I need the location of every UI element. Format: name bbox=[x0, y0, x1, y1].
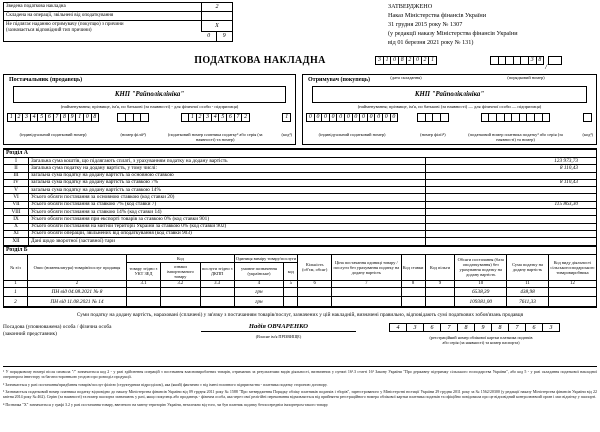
buyer-branch-caption: (номер філії²) bbox=[420, 132, 446, 137]
section-a-row-label: Дані щодо зворотної (заставної) тари bbox=[29, 238, 426, 245]
buyer-ipn-cell: 0 bbox=[321, 113, 330, 122]
column-number-cell: 7 bbox=[332, 280, 402, 287]
buyer-ipn-cell: 0 bbox=[314, 113, 323, 122]
column-number-cell: 5 bbox=[284, 280, 298, 287]
signature-zone bbox=[3, 321, 597, 354]
row-vat: 438,98 bbox=[507, 287, 549, 297]
buyer-ipn-field bbox=[306, 113, 398, 143]
supplier-name-caption: (найменування; прізвище, ім'я, по батькові (за наявності) - для фізичної особи - підприємця) bbox=[60, 104, 239, 109]
row-qty bbox=[298, 297, 332, 307]
buyer-box bbox=[302, 74, 597, 145]
flag-row-consolidated bbox=[4, 3, 232, 12]
section-a-row-label: Усього обсяги постачання за основною ставкою (код ставки 20) bbox=[29, 194, 426, 201]
supplier-taxnum-caption: (податковий номер платника податку³ або серія (за наявності) та номер) bbox=[167, 132, 263, 143]
supplier-taxnum-cell: 2 bbox=[241, 113, 250, 122]
flag-label: Складена на операції, звільнені від оподаткування bbox=[6, 13, 114, 18]
buyer-ipn-cell: 0 bbox=[344, 113, 353, 122]
row-benefit bbox=[425, 287, 455, 297]
exempt-mark-cell bbox=[201, 12, 232, 20]
supplier-ipn-cell: 5 bbox=[37, 113, 46, 122]
table-row bbox=[4, 297, 597, 307]
table-row bbox=[4, 287, 597, 297]
col-header-unit-name: умовне позначення (українське) bbox=[234, 262, 284, 280]
approved-block bbox=[388, 3, 598, 48]
supplier-branch-cell bbox=[140, 113, 149, 122]
date-digit-cell: 8 bbox=[398, 56, 407, 65]
section-a-row-value bbox=[426, 216, 597, 223]
section-a-row bbox=[4, 172, 597, 179]
section-a-row-num: IX bbox=[4, 216, 29, 223]
buyer-name: КНП "Райполіклініка" bbox=[312, 86, 587, 103]
supplier-code-cell: 1 bbox=[282, 113, 291, 122]
reason-type-cell: 0 bbox=[201, 32, 217, 41]
col-header-rate-code: Код ставки bbox=[401, 254, 425, 280]
buyer-ipn-cell: 0 bbox=[306, 113, 315, 122]
section-a-row bbox=[4, 238, 597, 245]
col-header-code-group: Код bbox=[127, 254, 235, 262]
supplier-ipn-cell: 1 bbox=[7, 113, 16, 122]
section-a-row bbox=[4, 201, 597, 208]
supplier-ipn-cells bbox=[7, 113, 99, 130]
section-a-row-num: IV bbox=[4, 179, 29, 186]
supplier-taxnum-cell: 1 bbox=[188, 113, 197, 122]
section-a-row bbox=[4, 209, 597, 216]
section-b-header-row1 bbox=[4, 254, 597, 262]
row-volume: 6538,39 bbox=[455, 287, 507, 297]
vat-declaration-text: Суми податку на додану вартість, нараховані (сплачені) у зв'язку з постачанням товарів/послуг, зазначених у цій накладній, визначені правильно, відповідають сумі податкових зобов'язань продавця bbox=[76, 311, 524, 318]
flag-label bbox=[4, 21, 201, 41]
date-cells bbox=[375, 56, 437, 73]
row-num: 1 bbox=[4, 287, 28, 297]
serial-slash: / bbox=[545, 63, 548, 71]
buyer-ipn-cell: 0 bbox=[367, 113, 376, 122]
section-a-row-value bbox=[426, 194, 597, 201]
col-header-code-import: ознаки імпортованого товару bbox=[160, 262, 200, 280]
col-header-qty: Кількість (об'єм, обсяг) bbox=[298, 254, 332, 280]
supplier-taxnum-cell: 7 bbox=[234, 113, 243, 122]
signer-name: Надія ОВЧАРЕНКО bbox=[201, 323, 356, 332]
column-number-cell: 3.2 bbox=[160, 280, 200, 287]
column-number-cell: 9 bbox=[425, 280, 455, 287]
supplier-ipn-cell: 7 bbox=[53, 113, 62, 122]
reg-number-cell: 6 bbox=[525, 323, 543, 333]
supplier-ipn-cell: 8 bbox=[60, 113, 69, 122]
supplier-name: КНП "Райполіклініка" bbox=[13, 86, 286, 103]
reg-number-cell: 3 bbox=[542, 323, 560, 333]
reg-number-cell: 7 bbox=[508, 323, 526, 333]
reg-number-cell: 9 bbox=[474, 323, 492, 333]
reg-number-cell: 6 bbox=[423, 323, 441, 333]
consolidated-code-cell: 2 bbox=[201, 3, 232, 11]
section-a-row-label: загальна сума податку на додану вартість за ставкою 7% bbox=[29, 179, 426, 186]
date-digit-cell: 0 bbox=[390, 56, 399, 65]
row-import bbox=[160, 287, 200, 297]
approved-line: від 01 березня 2021 року № 131) bbox=[388, 38, 474, 46]
buyer-ipn-cell: 0 bbox=[329, 113, 338, 122]
col-header-unit-group: Одиниця виміру товару/послуги bbox=[235, 255, 297, 261]
reg-number-cell: 8 bbox=[491, 323, 509, 333]
column-number-cell: 1 bbox=[4, 280, 28, 287]
supplier-box bbox=[3, 74, 296, 145]
buyer-branch-cell bbox=[440, 113, 449, 122]
supplier-ipn-field bbox=[7, 113, 99, 143]
column-number-cell: 11 bbox=[507, 280, 549, 287]
supplier-ipn-cell: 1 bbox=[75, 113, 84, 122]
section-a-row-num: X bbox=[4, 223, 29, 230]
section-a-row-num: VIII bbox=[4, 209, 29, 216]
section-a-row-value bbox=[426, 187, 597, 194]
section-a-row-value: 8 110,43 bbox=[426, 165, 597, 172]
row-desc: ПН від 11.08.2021 № 14 bbox=[27, 297, 126, 307]
section-b-title: Розділ Б bbox=[4, 246, 597, 254]
flag-row-not-issued bbox=[4, 21, 232, 41]
signer-name-caption: (Власне ім'я ПРІЗВИЩЕ) bbox=[255, 333, 302, 339]
col-header-volume: Обсяги постачання (база оподаткування) без урахування податку на додану вартість bbox=[455, 254, 507, 280]
approved-line: Наказ Міністерства фінансів України bbox=[388, 11, 487, 19]
row-unit-code bbox=[284, 297, 298, 307]
section-a-row-num: XI bbox=[4, 230, 29, 237]
date-digit-cell: 1 bbox=[428, 56, 437, 65]
reason-type-cell: 9 bbox=[216, 32, 233, 41]
column-number-cell: 10 bbox=[455, 280, 507, 287]
col-header-benefit-code: Код пільги bbox=[425, 254, 455, 280]
row-desc: ПН від 04.08.2021 № 8 bbox=[27, 287, 126, 297]
column-number-cell: 3.3 bbox=[200, 280, 234, 287]
reason-type-code-cells bbox=[202, 31, 232, 41]
buyer-branch-cells bbox=[417, 113, 448, 130]
serial-cells bbox=[490, 56, 544, 73]
date-digit-cell: 2 bbox=[406, 56, 415, 65]
section-a-row-num: V bbox=[4, 187, 29, 194]
section-a-row-label: Усього обсяги постачання за ставкою 14% (код ставки 14) bbox=[29, 209, 426, 216]
buyer-ipn-cell: 0 bbox=[359, 113, 368, 122]
serial-tail-cells bbox=[548, 56, 562, 73]
section-a-row-label: загальна сума податку на додану вартість за ставкою 14% bbox=[29, 187, 426, 194]
buyer-ipn-cell: 0 bbox=[352, 113, 361, 122]
section-a-row-value: 8 110,43 bbox=[426, 179, 597, 186]
flag-label: Зведена податкова накладна bbox=[6, 4, 66, 9]
row-qty bbox=[298, 287, 332, 297]
section-a-row-label: Усього обсяги постачання на митній території України за ставкою 0% (код ставки 902) bbox=[29, 223, 426, 230]
supplier-code-cells bbox=[282, 113, 291, 130]
date-digit-cell: 2 bbox=[421, 56, 430, 65]
flag-label-line1: Не підлягає наданню отримувачу (покупцю) з причини bbox=[6, 22, 124, 27]
supplier-code-field bbox=[282, 113, 292, 143]
column-number-row bbox=[4, 280, 597, 287]
col-header-activity-code: Код виду діяльності сільськогосподарського товаровиробника bbox=[548, 254, 596, 280]
serial-digit-cell: 3 bbox=[528, 56, 537, 65]
row-dkpp bbox=[200, 297, 234, 307]
row-unit-code bbox=[284, 287, 298, 297]
supplier-ipn-cell: 4 bbox=[30, 113, 39, 122]
supplier-ipn-cell: 0 bbox=[83, 113, 92, 122]
section-a-row-value bbox=[426, 172, 597, 179]
buyer-taxnum-cell bbox=[542, 113, 551, 122]
section-b-table bbox=[3, 246, 597, 308]
section-a-row-value bbox=[426, 238, 597, 245]
section-a-row bbox=[4, 230, 597, 237]
not-issued-mark-cell: X bbox=[215, 23, 219, 29]
section-a-row-value: 115 863,30 bbox=[426, 201, 597, 208]
supplier-taxnum-cell: 3 bbox=[203, 113, 212, 122]
supplier-taxnum-field bbox=[167, 113, 263, 143]
supplier-taxnum-cell: 5 bbox=[218, 113, 227, 122]
column-number-cell: 6 bbox=[298, 280, 332, 287]
row-rate bbox=[401, 287, 425, 297]
row-ukt bbox=[127, 297, 161, 307]
reg-number-caption bbox=[389, 335, 573, 346]
section-a-row-value: 123 973,73 bbox=[426, 158, 597, 165]
supplier-number-fields bbox=[7, 113, 292, 143]
row-ukt bbox=[127, 287, 161, 297]
reg-number-cell: 4 bbox=[389, 323, 407, 333]
supplier-taxnum-cell: 2 bbox=[196, 113, 205, 122]
official-person-line2: (законний представник) bbox=[3, 330, 57, 337]
date-digit-cell: 1 bbox=[383, 56, 392, 65]
buyer-branch-field bbox=[417, 113, 448, 143]
buyer-code-caption: (код³) bbox=[582, 132, 593, 137]
supplier-branch-cells bbox=[117, 113, 148, 130]
col-header-num: № з/п bbox=[4, 254, 28, 280]
reg-number-cell: 8 bbox=[457, 323, 475, 333]
section-a-row bbox=[4, 187, 597, 194]
buyer-taxnum-cells bbox=[481, 113, 550, 130]
buyer-section-label: Отримувач (покупець) bbox=[308, 77, 371, 83]
reg-number-cell: 3 bbox=[406, 323, 424, 333]
section-a-row-label: Усього обсяги постачання при експорті товарів за ставкою 0% (код ставки 901) bbox=[29, 216, 426, 223]
section-a-row bbox=[4, 179, 597, 186]
row-price bbox=[332, 297, 402, 307]
section-a-row-value bbox=[426, 223, 597, 230]
buyer-ipn-cell: 0 bbox=[382, 113, 391, 122]
footnote-text: ² Зазначається у разі постачання/придбання товарів/послуг філією (структурним підрозділом), яка (який) фактично є від імені головного підприємства - платника податку стороною договору. bbox=[3, 381, 328, 387]
supplier-taxnum-cell: 6 bbox=[226, 113, 235, 122]
supplier-ipn-cell: 6 bbox=[45, 113, 54, 122]
row-activity bbox=[548, 297, 596, 307]
supplier-taxnum-cells bbox=[181, 113, 250, 130]
serial-caption: (порядковий номер) bbox=[507, 75, 545, 80]
row-unit: грн bbox=[234, 287, 284, 297]
buyer-ipn-cell: 0 bbox=[336, 113, 345, 122]
footnote-text: ¹ У порядковому номері після символа "/" зазначається код 2 - у разі здійснення операцій з постачання власновироблених товарів, отриманих за результатами видів діяльності, визначених у пункті 16¹.3 статті 16¹ Закону України "Про державну підтримку сільського господарства України", або код 5 - у разі складання податкової накладної оператором інвестору за багатосторонньою угодою про розподіл продукції. bbox=[3, 368, 597, 380]
section-a-row-num: I bbox=[4, 158, 29, 165]
serial-digit-cell bbox=[548, 56, 562, 65]
buyer-ipn-cells bbox=[306, 113, 398, 130]
serial-digit-cell: 8 bbox=[536, 56, 545, 65]
row-import bbox=[160, 297, 200, 307]
supplier-ipn-cell: 3 bbox=[22, 113, 31, 122]
supplier-ipn-cell: 2 bbox=[15, 113, 24, 122]
section-a-row-num: VI bbox=[4, 194, 29, 201]
buyer-number-fields bbox=[306, 113, 593, 143]
reg-caption-line1: (реєстраційний номер облікової картки платника податків bbox=[429, 334, 533, 340]
row-benefit bbox=[425, 297, 455, 307]
footnote-text: ³ Зазначається податковий номер платника податку відповідно до наказу Міністерства фінансів України від 09 грудня 2011 року № 1588 "Про затвердження Порядку обліку платників податків і зборів", зареєстрованого у Міністерстві юстиції України 29 грудня 2011 року за № 1562/20300 (у редакції наказу Міністерства фінансів України від 22 квітня 2014 року № 462). Серію (за наявності) та номер паспорта зазначають у разі, якщо покупець або продавець - фізична особа, яка через свої релігійні переконання відмовляється від прийняття реєстраційного номера облікової картки платника податків та офіційно повідомила про це відповідний контролюючий орган і має відмітку у паспорті. bbox=[3, 388, 597, 400]
supplier-section-label: Постачальник (продавець) bbox=[9, 77, 83, 83]
column-number-cell: 3.1 bbox=[127, 280, 161, 287]
section-a-row bbox=[4, 165, 597, 172]
official-person-label bbox=[3, 324, 111, 338]
section-a-row-num: II bbox=[4, 165, 29, 172]
row-vat: 7611,33 bbox=[507, 297, 549, 307]
col-header-vat: Сума податку на додану вартість bbox=[507, 254, 549, 280]
supplier-code-caption: (код³) bbox=[281, 132, 292, 137]
section-a-band bbox=[4, 149, 597, 158]
footnotes bbox=[3, 366, 597, 407]
row-rate bbox=[401, 297, 425, 307]
buyer-code-cells bbox=[583, 113, 592, 130]
row-dkpp bbox=[200, 287, 234, 297]
row-activity bbox=[548, 287, 596, 297]
section-b-band bbox=[4, 246, 597, 254]
buyer-taxnum-caption: (податковий номер платника податку³ або серія (за наявності) та номер) bbox=[468, 132, 563, 143]
section-a-table bbox=[3, 148, 597, 246]
section-a-row-label: Загальна сума податку на додану вартість, у тому числі: bbox=[29, 165, 426, 172]
col-header-price: Ціна постачання одиниці товару / послуги без урахування податку на додану вартість bbox=[332, 254, 402, 280]
column-number-cell: 8 bbox=[401, 280, 425, 287]
buyer-ipn-cell: 0 bbox=[374, 113, 383, 122]
section-a-row-num: VII bbox=[4, 201, 29, 208]
reg-number-cell: 7 bbox=[440, 323, 458, 333]
supplier-taxnum-cell: 4 bbox=[211, 113, 220, 122]
buyer-ipn-cell: 0 bbox=[390, 113, 399, 122]
col-header-unit-code: код bbox=[284, 262, 298, 280]
reg-caption-line2: або серія (за наявності) та номер паспорта) bbox=[442, 340, 520, 346]
header-flags-table bbox=[3, 2, 233, 42]
lower-content bbox=[3, 148, 597, 409]
date-caption: (дата складання) bbox=[390, 75, 422, 80]
section-a-row-value bbox=[426, 230, 597, 237]
supplier-ipn-cell: 8 bbox=[91, 113, 100, 122]
row-price bbox=[332, 287, 402, 297]
section-a-row-label: Усього обсяги операцій, звільнених від оподаткування (код ставки 903) bbox=[29, 230, 426, 237]
section-a-row-label: загальна сума податку на додану вартість за основною ставкою bbox=[29, 172, 426, 179]
row-volume: 109381,00 bbox=[455, 297, 507, 307]
col-header-code-ukt: товару згідно з УКТ ЗЕД bbox=[127, 262, 161, 280]
buyer-taxnum-field bbox=[468, 113, 564, 143]
official-person-line1: Посадова (уповноважена) особа / фізична особа bbox=[3, 323, 112, 330]
section-a-row-num: XII bbox=[4, 238, 29, 245]
approved-line: (у редакції наказу Міністерства фінансів України bbox=[388, 29, 518, 37]
row-unit: грн bbox=[234, 297, 284, 307]
supplier-ipn-caption: (індивідуальний податковий номер) bbox=[19, 132, 87, 137]
col-header-code-dkpp: послуги згідно з ДКПП bbox=[200, 262, 234, 280]
date-digit-cell: 0 bbox=[413, 56, 422, 65]
buyer-code-cell bbox=[583, 113, 592, 122]
buyer-name-caption: (найменування; прізвище, ім'я, по батькові (за наявності) — для фізичної особи — підприємця) bbox=[357, 104, 542, 109]
page-title: ПОДАТКОВА НАКЛАДНА bbox=[194, 55, 326, 66]
section-a-row bbox=[4, 158, 597, 165]
flag-row-exempt bbox=[4, 12, 232, 21]
buyer-ipn-caption: (індивідуальний податковий номер) bbox=[318, 132, 386, 137]
supplier-ipn-cell: 9 bbox=[68, 113, 77, 122]
flag-label-line2: (зазначається відповідний тип причини) bbox=[6, 28, 92, 33]
not-issued-cells bbox=[201, 21, 232, 41]
section-a-row-value bbox=[426, 209, 597, 216]
column-number-cell: 12 bbox=[548, 280, 596, 287]
buyer-code-field bbox=[583, 113, 593, 143]
approved-line: 31 грудня 2015 року № 1307 bbox=[388, 20, 463, 28]
col-header-desc: Опис (номенклатура) товарів/послуг продавця bbox=[27, 254, 126, 280]
approved-line: ЗАТВЕРДЖЕНО bbox=[388, 3, 433, 10]
column-number-cell: 2 bbox=[27, 280, 126, 287]
section-a-title: Розділ А bbox=[4, 149, 597, 158]
date-digit-cell: 3 bbox=[375, 56, 384, 65]
row-num: 2 bbox=[4, 297, 28, 307]
section-a-row-num: III bbox=[4, 172, 29, 179]
supplier-branch-field bbox=[117, 113, 148, 143]
supplier-branch-caption: (номер філії²) bbox=[120, 132, 146, 137]
column-number-cell: 4 bbox=[234, 280, 284, 287]
section-a-row-label: Усього обсяги постачання за ставкою 7% (код ставки 7) bbox=[29, 201, 426, 208]
footnote-text: ⁴ Позначка "Х" зазначається у графі 3.2 у разі постачання товару, ввезеного на митну територію України, незалежно від того, чи був платник податку безпосереднім імпортером такого товару. bbox=[3, 401, 329, 407]
section-a-row-label: Загальна сума коштів, що підлягають сплаті, з урахуванням податку на додану вартість bbox=[29, 158, 426, 165]
